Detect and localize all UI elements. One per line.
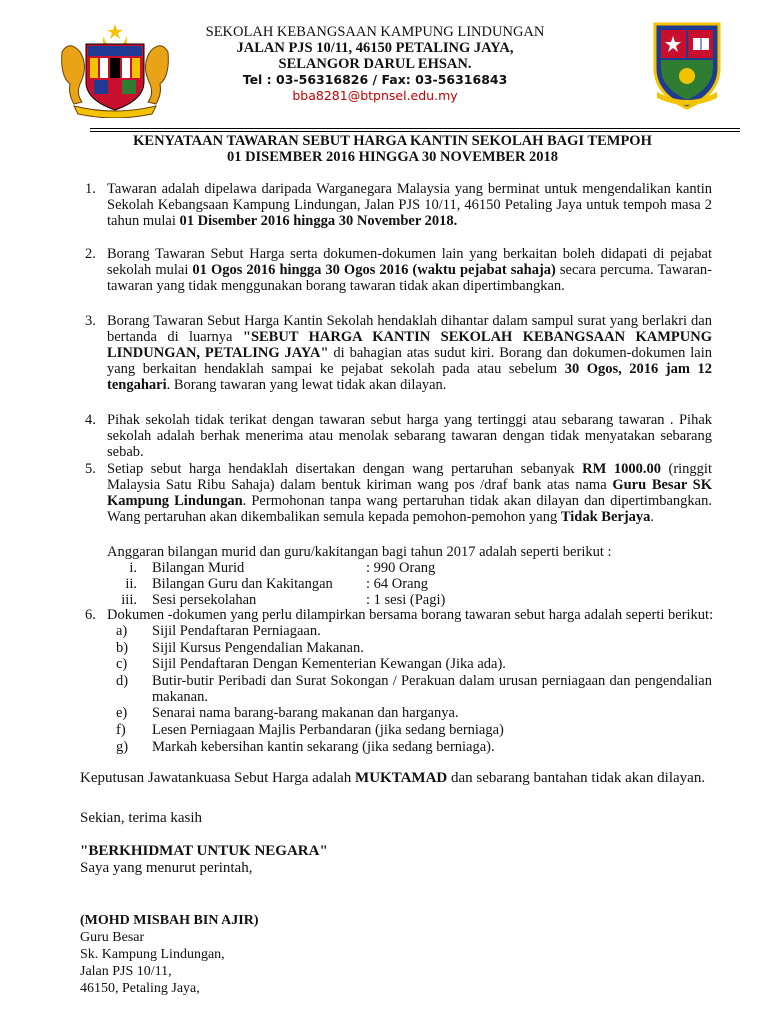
item-2-number: 2.	[85, 246, 96, 262]
school-phone-fax: Tel : 03-56316826 / Fax: 03-56316843	[242, 72, 508, 87]
malaysia-coat-of-arms-logo	[56, 22, 174, 118]
stat-label: Bilangan Murid	[152, 560, 245, 576]
school-email-link[interactable]: bba8281@btpnsel.edu.my	[292, 88, 458, 103]
closing-saya: Saya yang menurut perintah,	[80, 860, 253, 876]
item-1-number: 1.	[85, 181, 96, 197]
item-4-text: Pihak sekolah tidak terikat dengan tawaran sebut harga yang tertinggi atau sebarang tawaran . Pihak sekolah adalah berhak menerima atau menolak sebarang tawaran dengan tidak menyatakan sebarang sebab.	[107, 412, 712, 460]
stat-number: iii.	[121, 592, 137, 608]
doc-label: Sijil Kursus Pengendalian Makanan.	[152, 640, 364, 656]
stat-label: Sesi persekolahan	[152, 592, 257, 608]
motto: "BERKHIDMAT UNTUK NEGARA"	[80, 843, 328, 859]
school-name: SEKOLAH KEBANGSAAN KAMPUNG LINDUNGAN	[205, 24, 545, 40]
stat-number: i.	[129, 560, 137, 576]
item-6-number: 6.	[85, 607, 96, 623]
item-5-number: 5.	[85, 461, 96, 477]
school-address-line1: JALAN PJS 10/11, 46150 PETALING JAYA,	[236, 40, 514, 56]
decision-statement: Keputusan Jawatankuasa Sebut Harga adalah MUKTAMAD dan sebarang bantahan tidak akan dilayan.	[80, 770, 706, 786]
enrolment-intro: Anggaran bilangan murid dan guru/kakitangan bagi tahun 2017 adalah seperti berikut :	[107, 544, 612, 560]
doc-label: Senarai nama barang-barang makanan dan harganya.	[152, 705, 459, 721]
doc-number: g)	[116, 739, 129, 755]
doc-label: Sijil Pendaftaran Perniagaan.	[152, 623, 321, 639]
stat-number: ii.	[125, 576, 137, 592]
doc-number: f)	[116, 722, 126, 738]
notice-title-line2: 01 DISEMBER 2016 HINGGA 30 NOVEMBER 2018	[226, 149, 559, 165]
doc-number: d)	[116, 673, 129, 689]
item-5-text: Setiap sebut harga hendaklah disertakan dengan wang pertaruhan sebanyak RM 1000.00 (ringgit Malaysia Satu Ribu Sahaja) dalam bentuk kiriman wang pos /draf bank atas nama Guru Besar SK Kampung Lindungan. Permohonan tanpa wang pertaruhan tidak akan dilayan dan dipertimbangkan. Wang pertaruhan akan dikembalikan semula kepada pemohon-pemohon yang Tidak Berjaya.	[107, 461, 713, 525]
notice-title	[120, 133, 665, 165]
signatory-address-line2: Jalan PJS 10/11,	[80, 964, 172, 979]
header-divider	[90, 128, 740, 129]
signatory-address-line3: 46150, Petaling Jaya,	[80, 981, 200, 996]
item-6-text: Dokumen -dokumen yang perlu dilampirkan bersama borang tawaran sebut harga adalah seperti berikut:	[107, 607, 714, 623]
item-1-text: Tawaran adalah dipelawa daripada Warganegara Malaysia yang berminat untuk mengendalikan kantin Sekolah Kebangsaan Kampung Lindungan, Jalan PJS 10/11, 46150 Petaling Jaya untuk tempoh masa 2 tahun mulai 01 Disember 2016 hingga 30 November 2018.	[107, 181, 712, 229]
header-divider-thin	[90, 131, 740, 132]
closing-thanks: Sekian, terima kasih	[80, 810, 203, 826]
doc-label: Butir-butir Peribadi dan Surat Sokongan / Perakuan dalam urusan perniagaan dan pengendalian makanan.	[152, 673, 712, 705]
item-2-text: Borang Tawaran Sebut Harga serta dokumen-dokumen lain yang berkaitan boleh didapati di pejabat sekolah mulai 01 Ogos 2016 hingga 30 Ogos 2016 (waktu pejabat sahaja) secara percuma. Tawaran-tawaran yang tidak menggunakan borang tawaran tidak akan dipertimbangkan.	[107, 246, 712, 294]
doc-label: Lesen Perniagaan Majlis Perbandaran (jika sedang berniaga)	[152, 722, 504, 738]
doc-label: Sijil Pendaftaran Dengan Kementerian Kewangan (Jika ada).	[152, 656, 506, 672]
doc-number: a)	[116, 623, 128, 639]
stat-label: Bilangan Guru dan Kakitangan	[152, 576, 333, 592]
stat-value: : 990 Orang	[366, 560, 436, 576]
signatory-address-line1: Sk. Kampung Lindungan,	[80, 947, 225, 962]
signatory-name: (MOHD MISBAH BIN AJIR)	[80, 913, 259, 928]
signatory-position: Guru Besar	[80, 930, 145, 945]
item-3-number: 3.	[85, 313, 96, 329]
school-letterhead	[175, 24, 575, 104]
school-crest-logo	[651, 20, 723, 110]
stat-value: : 64 Orang	[366, 576, 429, 592]
item-4-number: 4.	[85, 412, 96, 428]
school-address-line2: SELANGOR DARUL EHSAN.	[278, 56, 472, 72]
item-3-text: Borang Tawaran Sebut Harga Kantin Sekolah hendaklah dihantar dalam sampul surat yang berlakri dan bertanda di luarnya "SEBUT HARGA KANTIN SEKOLAH KEBANGSAAN KAMPUNG LINDUNGAN, PETALING JAYA" di bahagian atas sudut kiri. Borang dan dokumen-dokumen lain yang berkaitan hendaklah sampai ke pejabat sekolah pada atau sebelum 30 Ogos, 2016 jam 12 tengahari. Borang tawaran yang lewat tidak akan dilayan.	[107, 313, 712, 393]
stat-value: : 1 sesi (Pagi)	[366, 592, 446, 608]
notice-title-line1: KENYATAAN TAWARAN SEBUT HARGA KANTIN SEKOLAH BAGI TEMPOH	[133, 133, 652, 149]
doc-number: c)	[116, 656, 128, 672]
doc-number: b)	[116, 640, 129, 656]
doc-label: Markah kebersihan kantin sekarang (jika sedang berniaga).	[152, 739, 495, 755]
doc-number: e)	[116, 705, 128, 721]
